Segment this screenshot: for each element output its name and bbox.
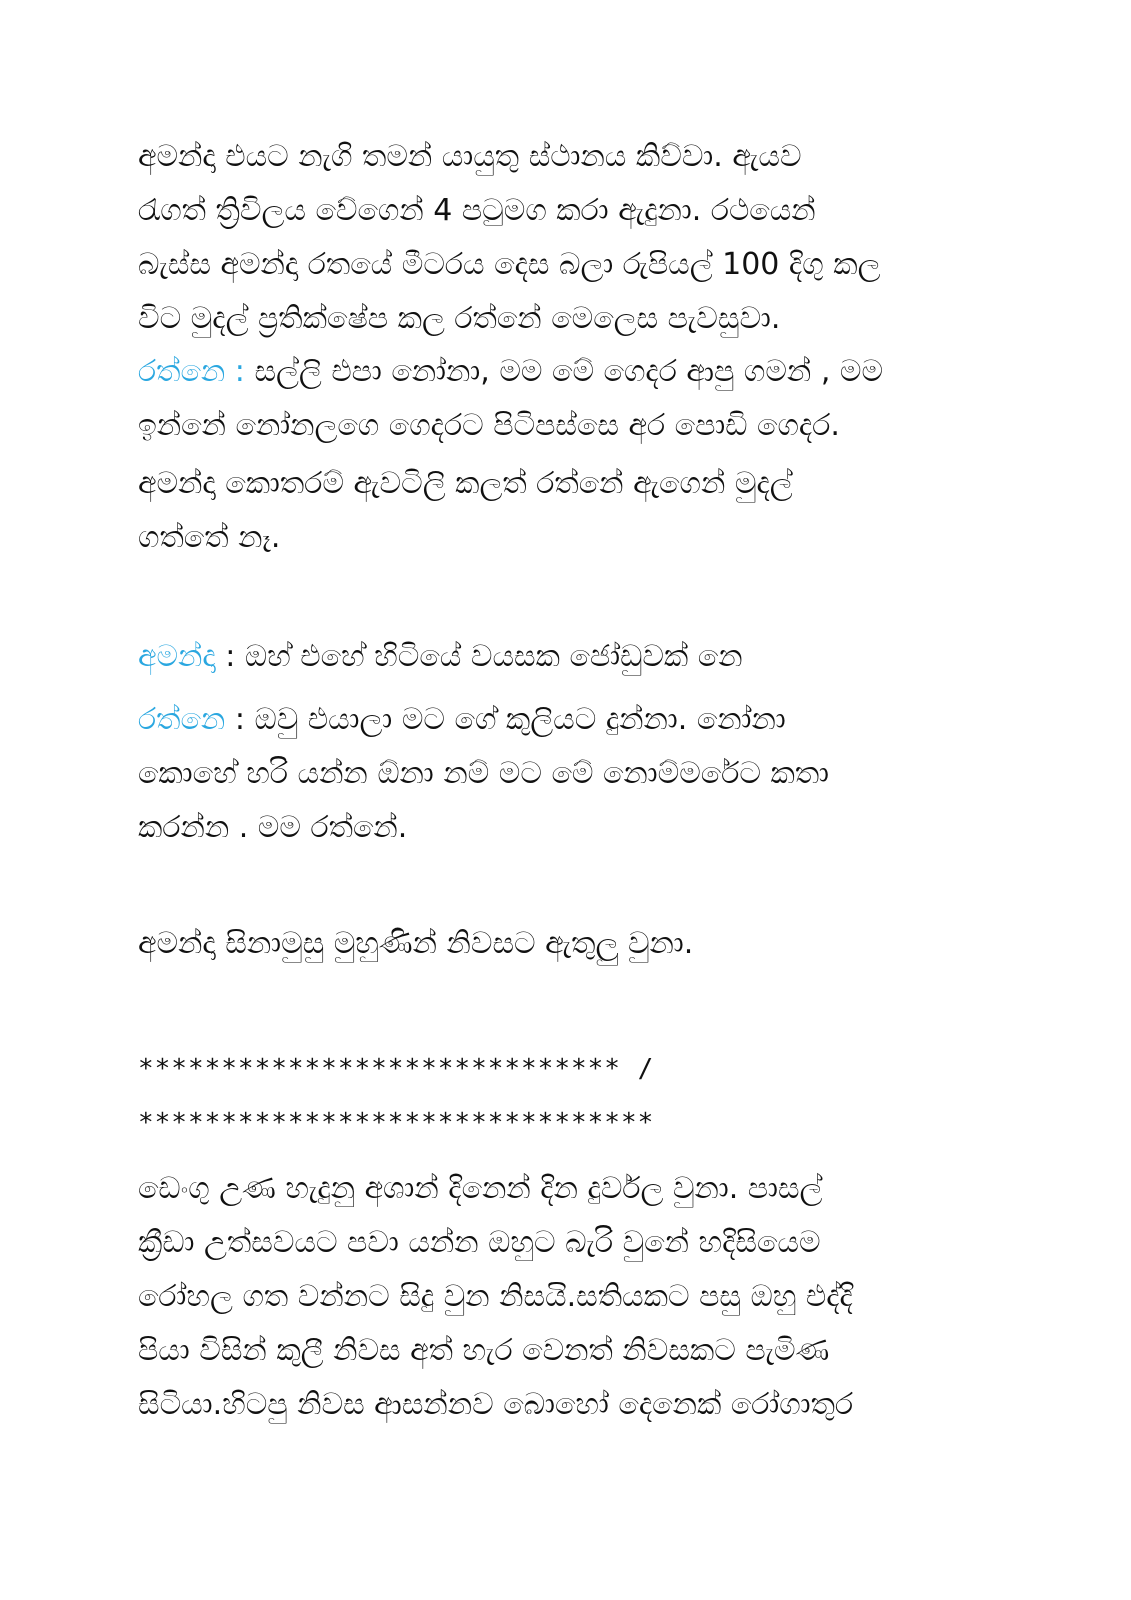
- text-line: අමන්දා එයට නැගි තමන් යායුතු ස්ථානය කිව්වා. ඇයව: [138, 139, 802, 174]
- narration-paragraph-1: [138, 130, 998, 346]
- text-line: බැස්ස අමන්දා රතයේ මීටරය දෙස බලා රුපියල් 100 දිගු කල: [138, 247, 881, 282]
- dialogue-paragraph-1: [138, 345, 998, 453]
- text-line: විට මුදල් ප්‍රතික්ෂේප කල රත්නේ මෙලෙස පැවසුවා.: [138, 301, 781, 336]
- section-separator: [138, 1042, 998, 1150]
- text-line: කරන්න . මම රත්නේ.: [138, 810, 408, 845]
- text-line: [138, 693, 998, 747]
- text-line: [138, 345, 998, 399]
- dialogue-text: සල්ලි එපා නෝනා, මම මේ ගෙදර ආපු ගමන් , මම: [244, 354, 884, 389]
- dialogue-paragraph-3: [138, 693, 998, 855]
- text-line: රැගත් ත්‍රිවිලය වේගෙන් 4 පටුමග කරා ඇදුනා. රථයෙන්: [138, 193, 816, 228]
- speaker-name: අමන්දා: [138, 639, 216, 674]
- narration-paragraph-4: [138, 1162, 998, 1432]
- dialogue-text: : ඔවු එයාලා මට ගේ කුලියට දුන්නා. නෝනා: [225, 702, 786, 737]
- separator-line: *******************************: [138, 1108, 655, 1138]
- text-line: පියා විසින් කුලී නිවස අත් හැර වෙනත් නිවසකට පැමිණ: [138, 1333, 830, 1368]
- dialogue-text: : ඔහ් එහේ හිටියේ වයසක ජෝඩුවක් නෙ: [215, 639, 743, 674]
- text-line: [138, 630, 998, 684]
- narration-paragraph-2: [138, 457, 998, 565]
- speaker-name: රත්නෙ: [138, 702, 226, 737]
- separator-line: ***************************** /: [138, 1054, 655, 1084]
- text-line: සිටියා.හිටපු නිවස ආසන්නව බොහෝ දෙනෙක් රෝගාතුර: [138, 1387, 854, 1422]
- text-line: රෝහල ගත වන්නට සිදු වුන නිසයි.සතියකට පසු ඔහු එද්දි: [138, 1279, 853, 1314]
- dialogue-paragraph-2: [138, 630, 998, 684]
- text-line: අමන්දා කොතරම් ඇවටිලි කලත් රත්නේ ඇගෙන් මුදල්: [138, 466, 793, 501]
- narration-paragraph-3: [138, 917, 998, 971]
- text-line: ඉන්නේ නෝනලගෙ ගෙදරට පිටිපස්සෙ අර පොඩි ගෙදර.: [138, 408, 840, 443]
- text-line: කොහේ හරි යන්න ඕනා නම් මට මේ නොම්මරේට කතා: [138, 756, 830, 791]
- text-line: අමන්දා සිනාමුසු මුහුණින් නිවසට ඇතුලු වුනා.: [138, 926, 694, 961]
- text-line: ක්‍රීඩා උත්සවයට පවා යන්න ඔහුට බැරි වුනේ හදිසියෙම: [138, 1225, 821, 1260]
- text-line: ගත්තේ නෑ.: [138, 520, 281, 555]
- text-line: ඩෙංගු උණ හැදුනු අශාන් දිනෙන් දින දුර්වල වුනා. පාසල්: [138, 1171, 823, 1206]
- speaker-name: රත්නෙ :: [138, 354, 245, 389]
